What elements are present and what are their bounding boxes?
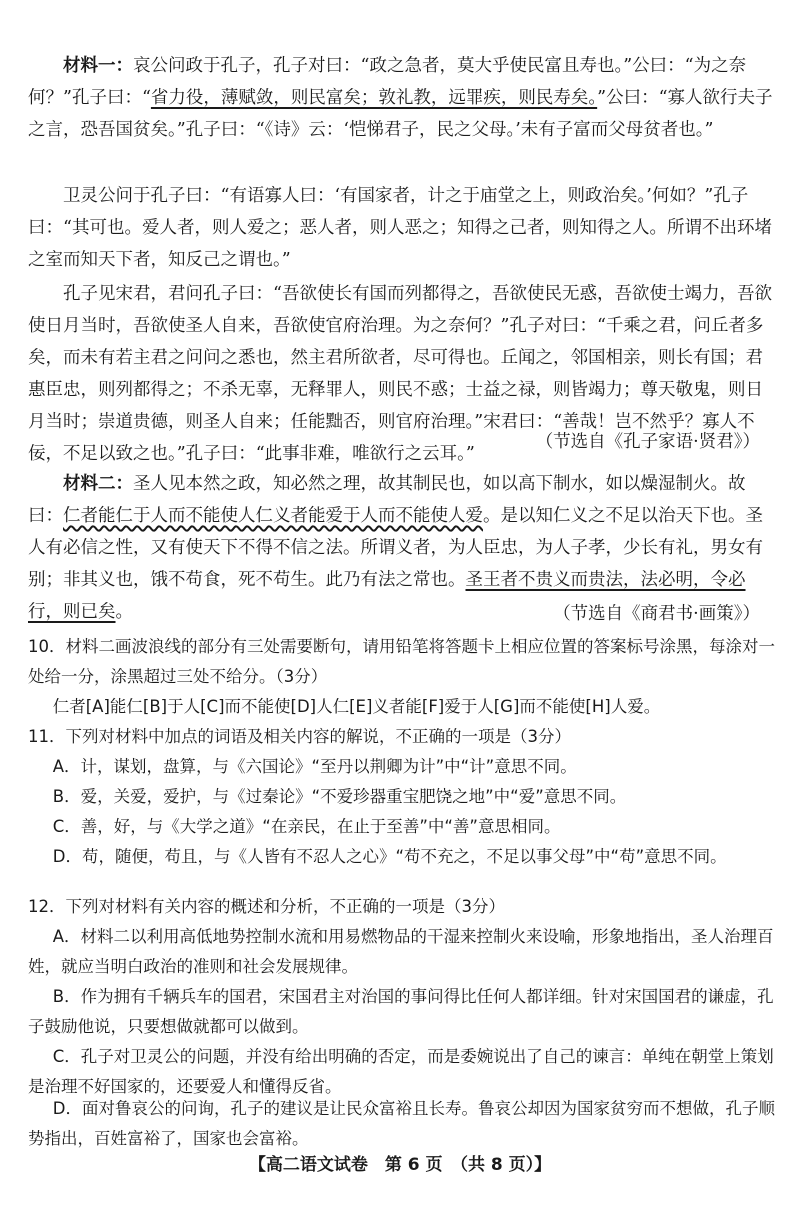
material1-text-b: ”公曰：“寡人欲行夫子之言，恐吾国贫矣。”孔子曰：“《诗》云：‘恺悌君子，民之父母。’未有子富而父母贫者也。” <box>28 88 773 140</box>
material2-text-c: 。 <box>115 602 133 622</box>
material1-paragraph2: 卫灵公问于孔子曰：“有语寡人曰：‘有国家者，计之于庙堂之上，则政治矣。’何如？”孔子曰：“其可也。爱人者，则人爱之；恶人者，则人恶之；知得之己者，则知得之人。所谓不出环堵之室而知天下者，知反己之谓也。” <box>28 186 772 270</box>
question-10-line: 仁者[A]能仁[B]于人[C]而不能使[D]人仁[E]义者能[F]爱于人[G]而不能使[H]人爱。 <box>52 697 661 716</box>
page-footer: 【高二语文试卷 第 6 页 （共 8 页）】 <box>248 1155 552 1175</box>
question-12-option-a: A．材料二以利用高低地势控制水流和用易燃物品的干湿来控制火来设喻，形象地指出，圣人治理百姓，就应当明白政治的准则和社会发展规律。 <box>28 927 774 976</box>
material2-wavy-line: 仁者能仁于人而不能使人仁义者能爱于人而不能使人爱 <box>63 506 483 526</box>
material1-label: 材料一： <box>63 56 133 76</box>
material2-underlined: 圣王者不贵义而贵法，法必明，令必行，则已矣 <box>28 570 746 622</box>
question-12-option-b: B．作为拥有千辆兵车的国君，宋国君主对治国的事问得比任何人都详细。针对宋国国君的谦虚，孔子鼓励他说，只要想做就都可以做到。 <box>28 987 774 1036</box>
question-12-option-c: C．孔子对卫灵公的问题，并没有给出明确的否定，而是委婉说出了自己的谏言：单纯在朝堂上策划是治理不好国家的，还要爱人和懂得反省。 <box>28 1047 774 1096</box>
question-11-option-a: A．计，谋划，盘算，与《六国论》“至丹以荆卿为计”中“计”意思不同。 <box>52 757 577 776</box>
question-11-stem: 11．下列对材料中加点的词语及相关内容的解说，不正确的一项是（3分） <box>28 727 571 746</box>
question-11-option-b: B．爱，关爱，爱护，与《过秦论》“不爱珍器重宝肥饶之地”中“爱”意思不同。 <box>52 787 627 806</box>
material2-source: （节选自《商君书·画策》） <box>553 604 760 624</box>
material2-text-b: 。是以知仁义之不足以治天下也。圣人有必信之性，又有使天下不得不信之法。所谓义者，为人臣忠，为人子孝，少长有礼，男女有别；非其义也，饿不苟食，死不苟生。此乃有法之常也。 <box>28 506 763 590</box>
material1-paragraph3: 孔子见宋君，君问孔子曰：“吾欲使长有国而列都得之，吾欲使民无惑，吾欲使士竭力，吾欲使日月当时，吾欲使圣人自来，吾欲使官府治理。为之奈何？”孔子对曰：“千乘之君，问丘者多矣，而未有若主君之问问之悉也，然主君所欲者，尽可得也。丘闻之，邻国相亲，则长有国；君惠臣忠，则列都得之；不杀无辜，无释罪人，则民不惑；士益之禄，则皆竭力；尊天敬鬼，则日月当时；崇道贵德，则圣人自来；任能黜否，则官府治理。”宋君曰：“善哉！岂不然乎？寡人不佞，不足以致之也。”孔子曰：“此事非难，唯欲行之云耳。” <box>28 284 772 464</box>
question-12-option-d: D．面对鲁哀公的问询，孔子的建议是让民众富裕且长寿。鲁哀公却因为国家贫穷而不想做，孔子顺势指出，百姓富裕了，国家也会富裕。 <box>28 1099 775 1148</box>
question-11-option-d: D．苟，随便，苟且，与《人皆有不忍人之心》“苟不充之，不足以事父母”中“苟”意思不同。 <box>52 847 727 866</box>
material2-label: 材料二： <box>63 474 133 494</box>
question-11-option-c: C．善，好，与《大学之道》“在亲民，在止于至善”中“善”意思相同。 <box>52 817 561 836</box>
material1-source: （节选自《孔子家语·贤君》） <box>535 432 760 452</box>
material2-text-a: 圣人见本然之政，知必然之理，故其制民也，如以高下制水，如以燥湿制火。故曰： <box>28 474 746 526</box>
material1-text-a: 哀公问政于孔子，孔子对曰：“政之急者，莫大乎使民富且寿也。”公曰：“为之奈何？”孔子曰：“ <box>28 56 747 108</box>
question-10-stem: 10．材料二画波浪线的部分有三处需要断句，请用铅笔将答题卡上相应位置的答案标号涂黑，每涂对一处给一分，涂黑超过三处不给分。（3分） <box>28 637 775 686</box>
material1-paragraph1 <box>28 50 773 146</box>
question-12-stem: 12．下列对材料有关内容的概述和分析，不正确的一项是（3分） <box>28 897 505 916</box>
material1-underlined: 省力役，薄赋敛，则民富矣；敦礼教，远罪疾，则民寿矣。 <box>150 88 598 108</box>
